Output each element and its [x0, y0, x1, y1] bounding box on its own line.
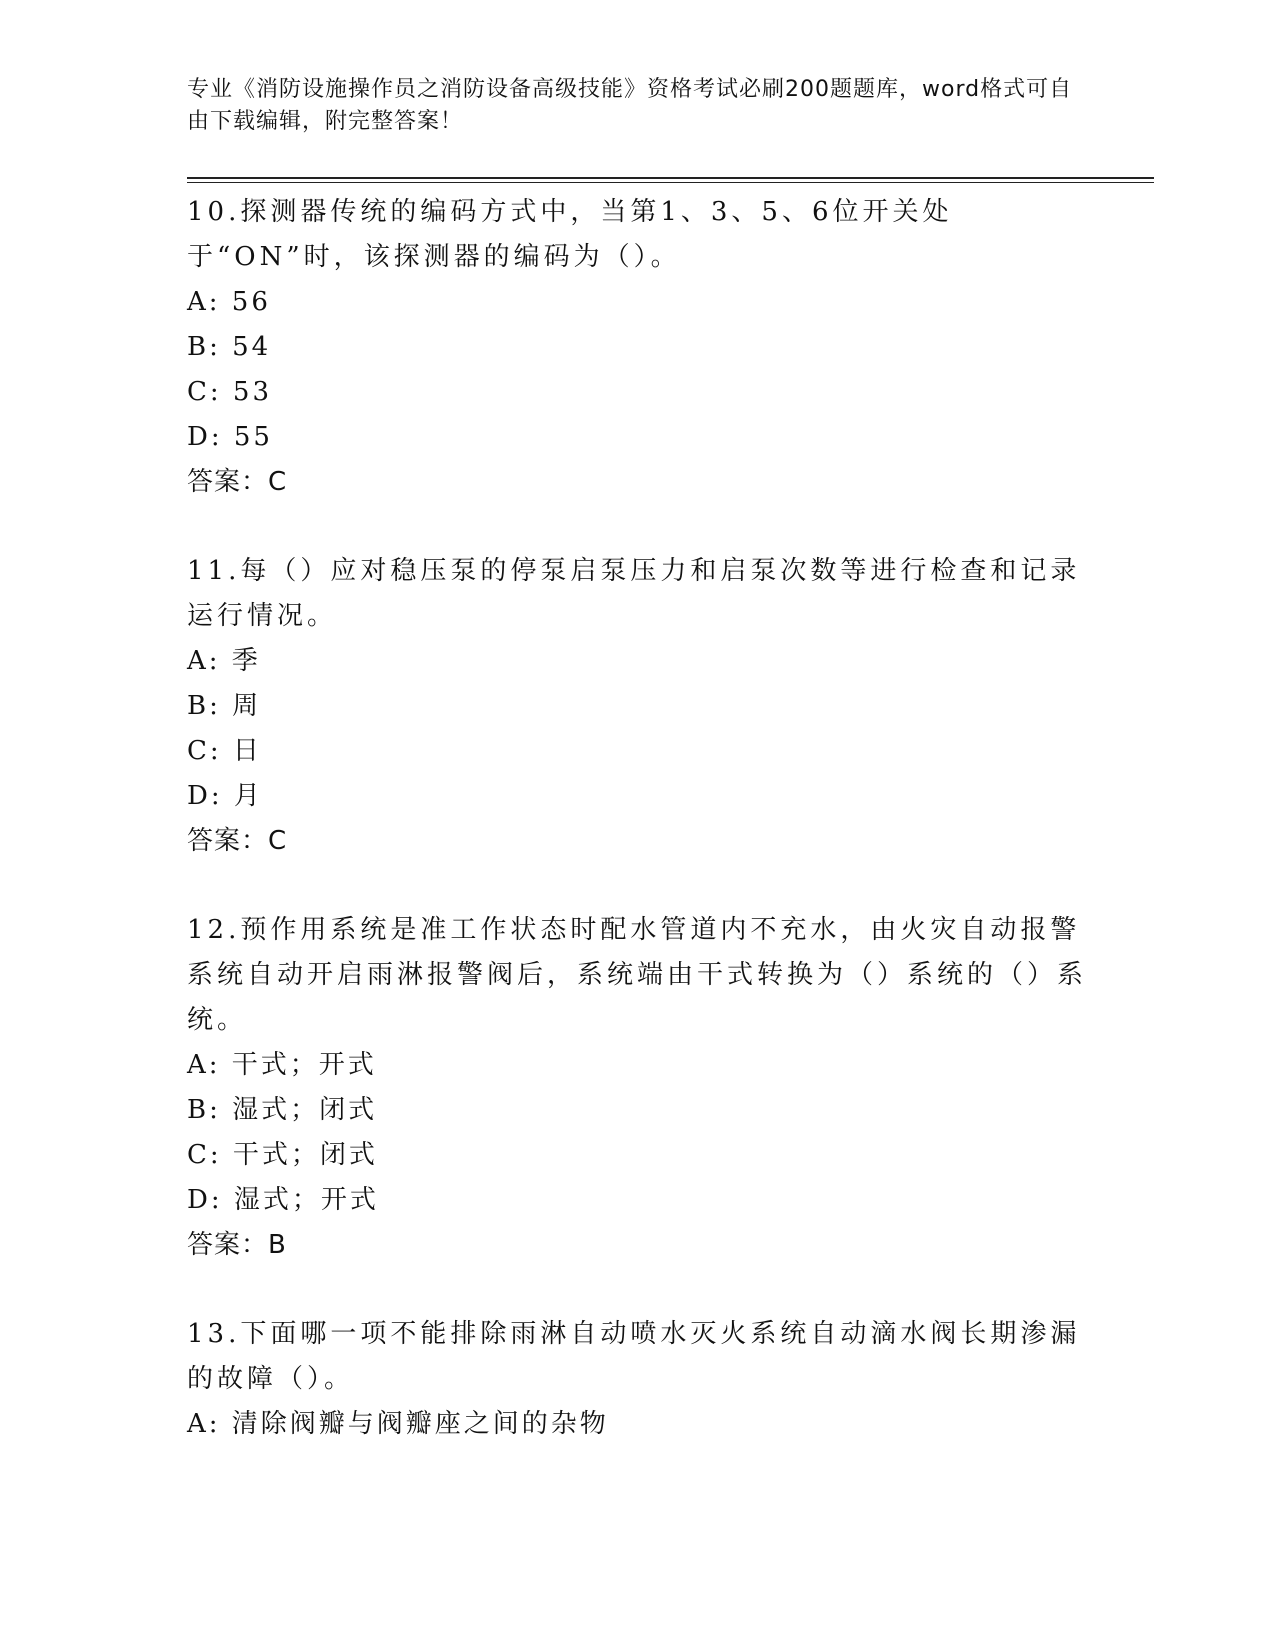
header-divider-thin [187, 182, 1154, 183]
question-10 [187, 190, 1087, 505]
option-c: C: 日 [187, 736, 262, 766]
option-a: A: 季 [187, 646, 261, 676]
option-b: B: 54 [187, 332, 272, 362]
question-12 [187, 908, 1087, 1268]
header-divider-thick [187, 177, 1154, 179]
option-a: A: 清除阀瓣与阀瓣座之间的杂物 [187, 1409, 609, 1439]
option-c: C: 干式；闭式 [187, 1140, 378, 1170]
option-b: B: 湿式；闭式 [187, 1095, 378, 1125]
option-b: B: 周 [187, 691, 262, 721]
option-d: D: 湿式；开式 [187, 1185, 379, 1215]
answer-line: 答案：C [187, 467, 288, 497]
question-11 [187, 549, 1087, 864]
option-a: A: 干式；开式 [187, 1050, 377, 1080]
document-header: 专业《消防设施操作员之消防设备高级技能》资格考试必刷200题题库，word格式可自由下载编辑，附完整答案！ [187, 77, 1073, 134]
option-c: C: 53 [187, 377, 273, 407]
option-d: D: 月 [187, 781, 263, 811]
question-text: 12.预作用系统是准工作状态时配水管道内不充水，由火灾自动报警系统自动开启雨淋报警阀后，系统端由干式转换为（）系统的（）系统。 [187, 915, 1088, 1035]
question-text: 11.每（）应对稳压泵的停泵启泵压力和启泵次数等进行检查和记录运行情况。 [187, 556, 1081, 631]
option-a: A: 56 [187, 287, 271, 317]
option-d: D: 55 [187, 422, 273, 452]
question-13 [187, 1312, 1087, 1447]
question-text: 13.下面哪一项不能排除雨淋自动喷水灭火系统自动滴水阀长期渗漏的故障（）。 [187, 1319, 1081, 1394]
question-list [187, 190, 1087, 1491]
answer-line: 答案：B [187, 1230, 287, 1260]
answer-line: 答案：C [187, 826, 288, 856]
question-text: 10.探测器传统的编码方式中，当第1、3、5、6位开关处于“ON”时，该探测器的编码为（）。 [187, 197, 953, 272]
